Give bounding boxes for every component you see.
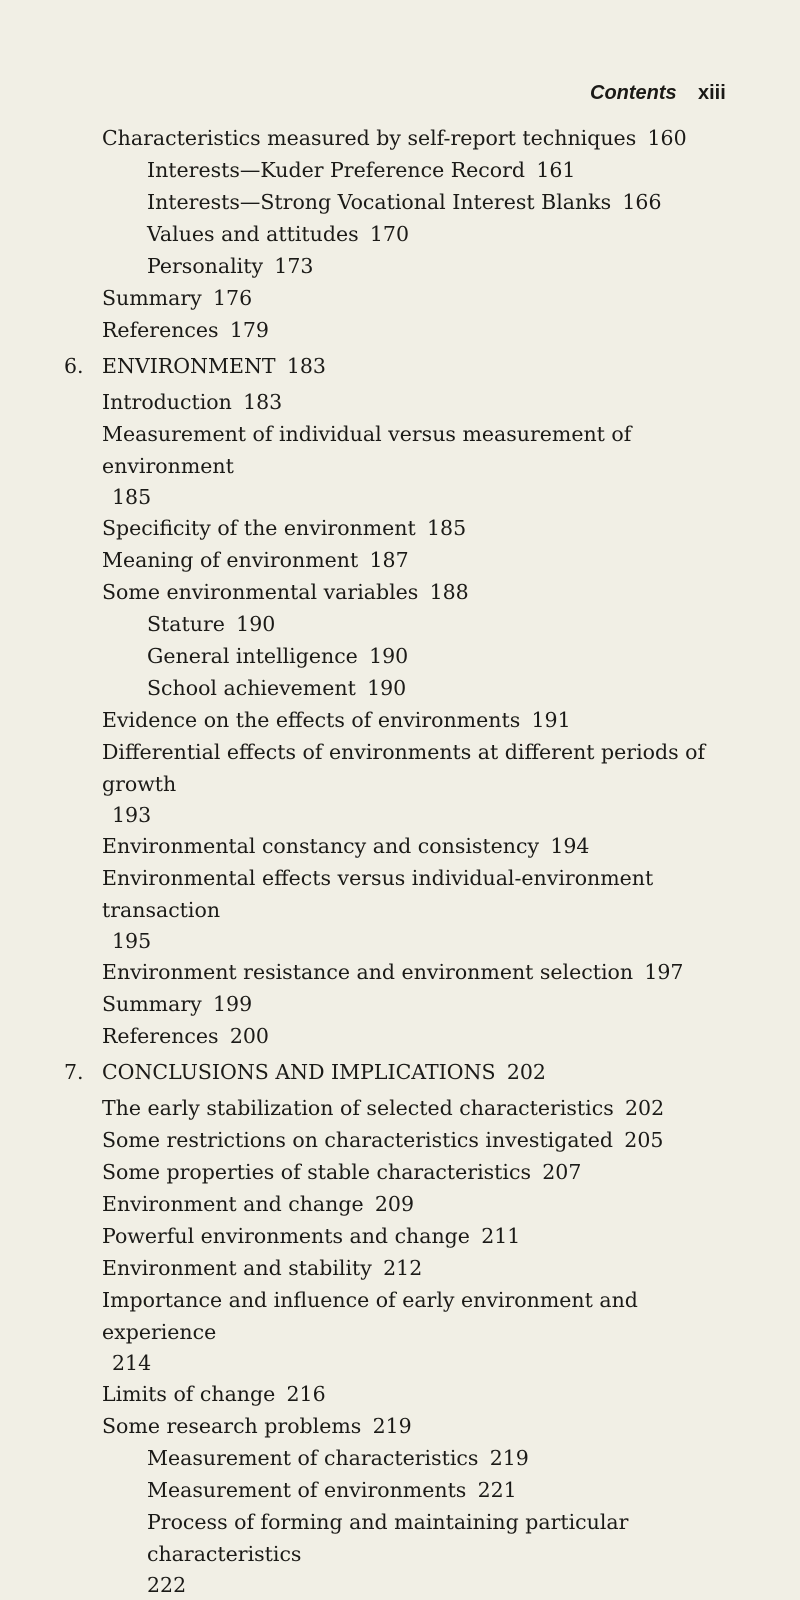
- toc-entry: [64, 1378, 744, 1410]
- toc-entry: [64, 1156, 744, 1188]
- toc-subentry: [64, 640, 744, 672]
- entry-page-number: 170: [369, 222, 410, 246]
- toc-entry: [64, 956, 744, 988]
- entry-page-number: 222: [147, 1573, 187, 1597]
- entry-page-number: 195: [112, 929, 152, 953]
- toc-entry: [64, 1284, 744, 1378]
- toc-entry: [64, 314, 744, 346]
- toc-entry: [64, 1124, 744, 1156]
- entry-title: Stature: [147, 612, 225, 636]
- toc-entry: [64, 282, 744, 314]
- entry-title: Some restrictions on characteristics investigated: [102, 1128, 614, 1152]
- toc-entry: [64, 736, 744, 830]
- chapter-number: 7.: [64, 1060, 84, 1084]
- entry-page-number: 194: [550, 834, 590, 858]
- entry-page-number: 176: [213, 286, 253, 310]
- toc-entry: [64, 704, 744, 736]
- entry-page-number: 183: [243, 390, 283, 414]
- toc-entry: [64, 1220, 744, 1252]
- toc-subentry: [64, 672, 744, 704]
- toc-subentry: [64, 1442, 744, 1474]
- entry-page-number: 185: [112, 485, 152, 509]
- entry-title: Some research problems: [102, 1414, 362, 1438]
- entry-title: Introduction: [102, 390, 232, 414]
- entry-page-number: 219: [372, 1414, 412, 1438]
- entry-title: Some properties of stable characteristics: [102, 1160, 531, 1184]
- entry-title: Environment and stability: [102, 1256, 372, 1280]
- toc-subentry: [64, 154, 744, 186]
- toc-entry: [64, 988, 744, 1020]
- entry-page-number: 190: [236, 612, 276, 636]
- entry-title: Summary: [102, 286, 202, 310]
- entry-title: Interests—Strong Vocational Interest Blanks: [147, 190, 612, 214]
- entry-page-number: 193: [112, 803, 152, 827]
- toc-chapter-heading: [64, 1056, 744, 1088]
- entry-page-number: 191: [531, 708, 571, 732]
- toc-chapter-heading: [64, 350, 744, 382]
- toc-subentry: [64, 250, 744, 282]
- entry-page-number: 202: [624, 1096, 665, 1120]
- entry-page-number: 160: [647, 126, 687, 150]
- chapter-page-number: 202: [506, 1060, 546, 1084]
- entry-page-number: 185: [427, 516, 467, 540]
- toc-entry: [64, 122, 744, 154]
- toc-entry: [64, 1020, 744, 1052]
- entry-title: Powerful environments and change: [102, 1224, 470, 1248]
- toc-entry: [64, 1188, 744, 1220]
- entry-title: Environment and change: [102, 1192, 364, 1216]
- toc-subentry: [64, 608, 744, 640]
- entry-page-number: 199: [213, 992, 253, 1016]
- entry-page-number: 219: [489, 1446, 529, 1470]
- entry-title: Measurement of characteristics: [147, 1446, 479, 1470]
- entry-page-number: 161: [536, 158, 576, 182]
- toc-entry: [64, 1410, 744, 1442]
- entry-title: Some environmental variables: [102, 580, 419, 604]
- entry-page-number: 188: [429, 580, 469, 604]
- entry-page-number: 179: [229, 318, 269, 342]
- entry-page-number: 190: [369, 644, 409, 668]
- entry-title: Specificity of the environment: [102, 516, 416, 540]
- entry-title: Interests—Kuder Preference Record: [147, 158, 526, 182]
- running-head-title: Contents: [590, 82, 677, 104]
- toc-entry: [64, 1252, 744, 1284]
- chapter-title: CONCLUSIONS AND IMPLICATIONS: [102, 1060, 496, 1084]
- entry-page-number: 207: [542, 1160, 582, 1184]
- running-head-page-number: xiii: [698, 82, 726, 104]
- entry-title: The early stabilization of selected characteristics: [102, 1096, 614, 1120]
- entry-title: Measurement of individual versus measurement of environment: [102, 422, 632, 478]
- entry-page-number: 212: [383, 1256, 423, 1280]
- entry-title: References: [102, 1024, 219, 1048]
- entry-page-number: 216: [286, 1382, 326, 1406]
- entry-title: Summary: [102, 992, 202, 1016]
- entry-page-number: 166: [622, 190, 662, 214]
- toc-entry: [64, 576, 744, 608]
- entry-page-number: 190: [367, 676, 407, 700]
- entry-page-number: 209: [374, 1192, 415, 1216]
- entry-title: Values and attitudes: [147, 222, 359, 246]
- toc-entry: [64, 386, 744, 418]
- entry-title: References: [102, 318, 219, 342]
- toc-subentry: [64, 1506, 744, 1600]
- entry-page-number: 197: [644, 960, 684, 984]
- toc-entry: [64, 830, 744, 862]
- entry-title: Measurement of environments: [147, 1478, 467, 1502]
- chapter-title: ENVIRONMENT: [102, 354, 276, 378]
- toc-entry: [64, 544, 744, 576]
- entry-title: Differential effects of environments at different periods of growth: [102, 740, 706, 796]
- toc-subentry: [64, 186, 744, 218]
- entry-title: Environmental constancy and consistency: [102, 834, 540, 858]
- entry-page-number: 214: [112, 1351, 152, 1375]
- entry-page-number: 173: [274, 254, 314, 278]
- toc-entry: [64, 1092, 744, 1124]
- entry-title: Process of forming and maintaining particular characteristics: [147, 1510, 629, 1566]
- entry-page-number: 200: [229, 1024, 269, 1048]
- entry-title: Limits of change: [102, 1382, 276, 1406]
- entry-page-number: 221: [477, 1478, 517, 1502]
- entry-title: Personality: [147, 254, 264, 278]
- entry-title: Environment resistance and environment selection: [102, 960, 634, 984]
- entry-title: General intelligence: [147, 644, 358, 668]
- entry-title: Importance and influence of early environment and experience: [102, 1288, 638, 1344]
- entry-title: Characteristics measured by self-report techniques: [102, 126, 637, 150]
- chapter-number: 6.: [64, 354, 84, 378]
- running-head: [590, 82, 750, 108]
- toc-entry: [64, 862, 744, 956]
- chapter-page-number: 183: [286, 354, 326, 378]
- entry-page-number: 211: [481, 1224, 521, 1248]
- entry-page-number: 187: [369, 548, 409, 572]
- toc-entry: [64, 418, 744, 512]
- toc-subentry: [64, 218, 744, 250]
- toc-subentry: [64, 1474, 744, 1506]
- table-of-contents: [64, 122, 744, 1600]
- entry-title: Environmental effects versus individual-environment transaction: [102, 866, 654, 922]
- entry-title: Evidence on the effects of environments: [102, 708, 521, 732]
- entry-title: School achievement: [147, 676, 356, 700]
- entry-title: Meaning of environment: [102, 548, 359, 572]
- entry-page-number: 205: [624, 1128, 664, 1152]
- toc-entry: [64, 512, 744, 544]
